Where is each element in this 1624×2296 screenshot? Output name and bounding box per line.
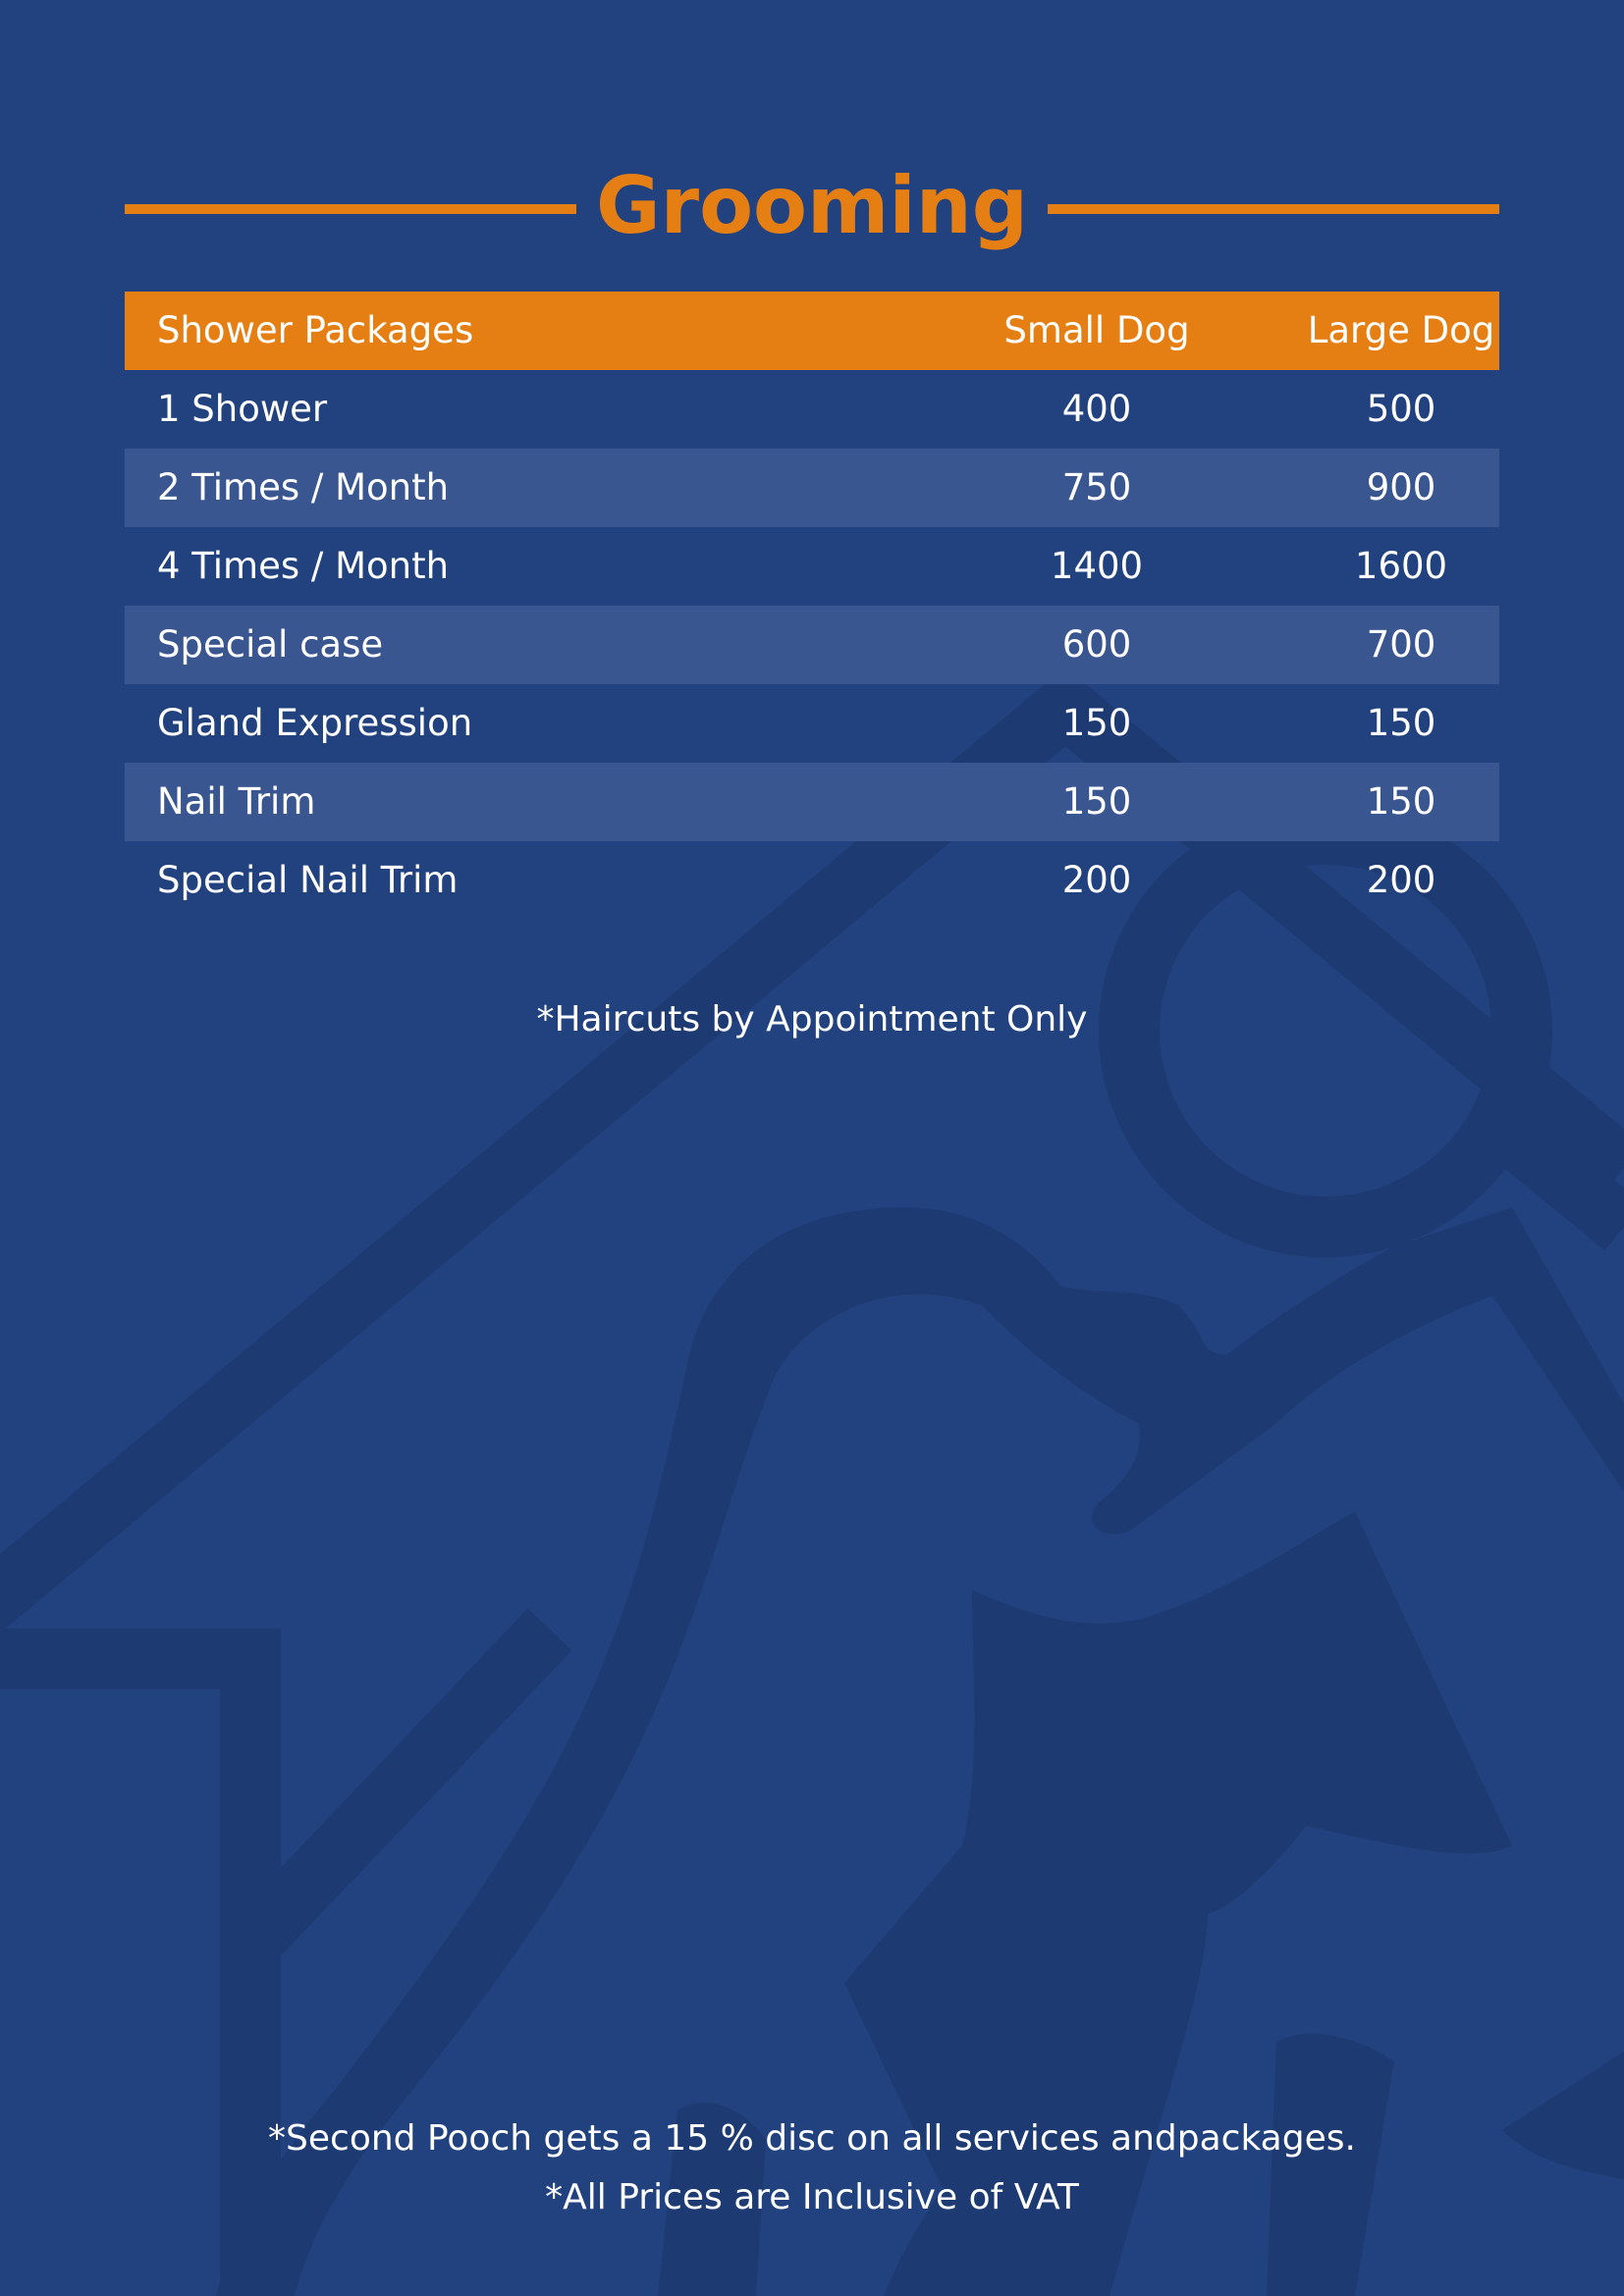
package-name: Gland Expression	[157, 702, 473, 744]
package-name: Nail Trim	[157, 780, 316, 823]
large-dog-price: 700	[1366, 623, 1436, 666]
package-name: 2 Times / Month	[157, 466, 450, 508]
table-row	[125, 841, 1499, 920]
title-divider-left	[125, 204, 576, 214]
discount-note: *Second Pooch gets a 15 % disc on all services andpackages.	[268, 2118, 1356, 2159]
table-header-row	[125, 292, 1499, 370]
table-row	[125, 370, 1499, 449]
small-dog-price: 150	[1061, 702, 1132, 744]
header-shower-packages: Shower Packages	[157, 309, 474, 351]
price-table	[125, 292, 1499, 920]
small-dog-price: 750	[1061, 466, 1132, 508]
header-small-dog: Small Dog	[1003, 309, 1190, 351]
small-dog-price: 200	[1061, 859, 1132, 901]
table-row	[125, 684, 1499, 763]
package-name: Special Nail Trim	[157, 859, 459, 901]
table-row	[125, 763, 1499, 841]
title-divider-right	[1048, 204, 1499, 214]
title-row	[125, 157, 1499, 255]
haircuts-note: *Haircuts by Appointment Only	[536, 999, 1088, 1040]
large-dog-price: 500	[1366, 388, 1436, 430]
small-dog-price: 150	[1061, 780, 1132, 823]
large-dog-price: 150	[1366, 702, 1436, 744]
vat-note: *All Prices are Inclusive of VAT	[545, 2177, 1079, 2217]
large-dog-price: 150	[1366, 780, 1436, 823]
package-name: Special case	[157, 623, 384, 666]
large-dog-price: 1600	[1354, 545, 1448, 587]
small-dog-price: 1400	[1050, 545, 1144, 587]
header-large-dog: Large Dog	[1307, 309, 1495, 351]
page-title: Grooming	[595, 160, 1029, 251]
table-row	[125, 527, 1499, 606]
package-name: 1 Shower	[157, 388, 328, 430]
large-dog-price: 900	[1366, 466, 1436, 508]
package-name: 4 Times / Month	[157, 545, 450, 587]
table-row	[125, 606, 1499, 684]
small-dog-price: 400	[1061, 388, 1132, 430]
small-dog-price: 600	[1061, 623, 1132, 666]
large-dog-price: 200	[1366, 859, 1436, 901]
table-row	[125, 449, 1499, 527]
